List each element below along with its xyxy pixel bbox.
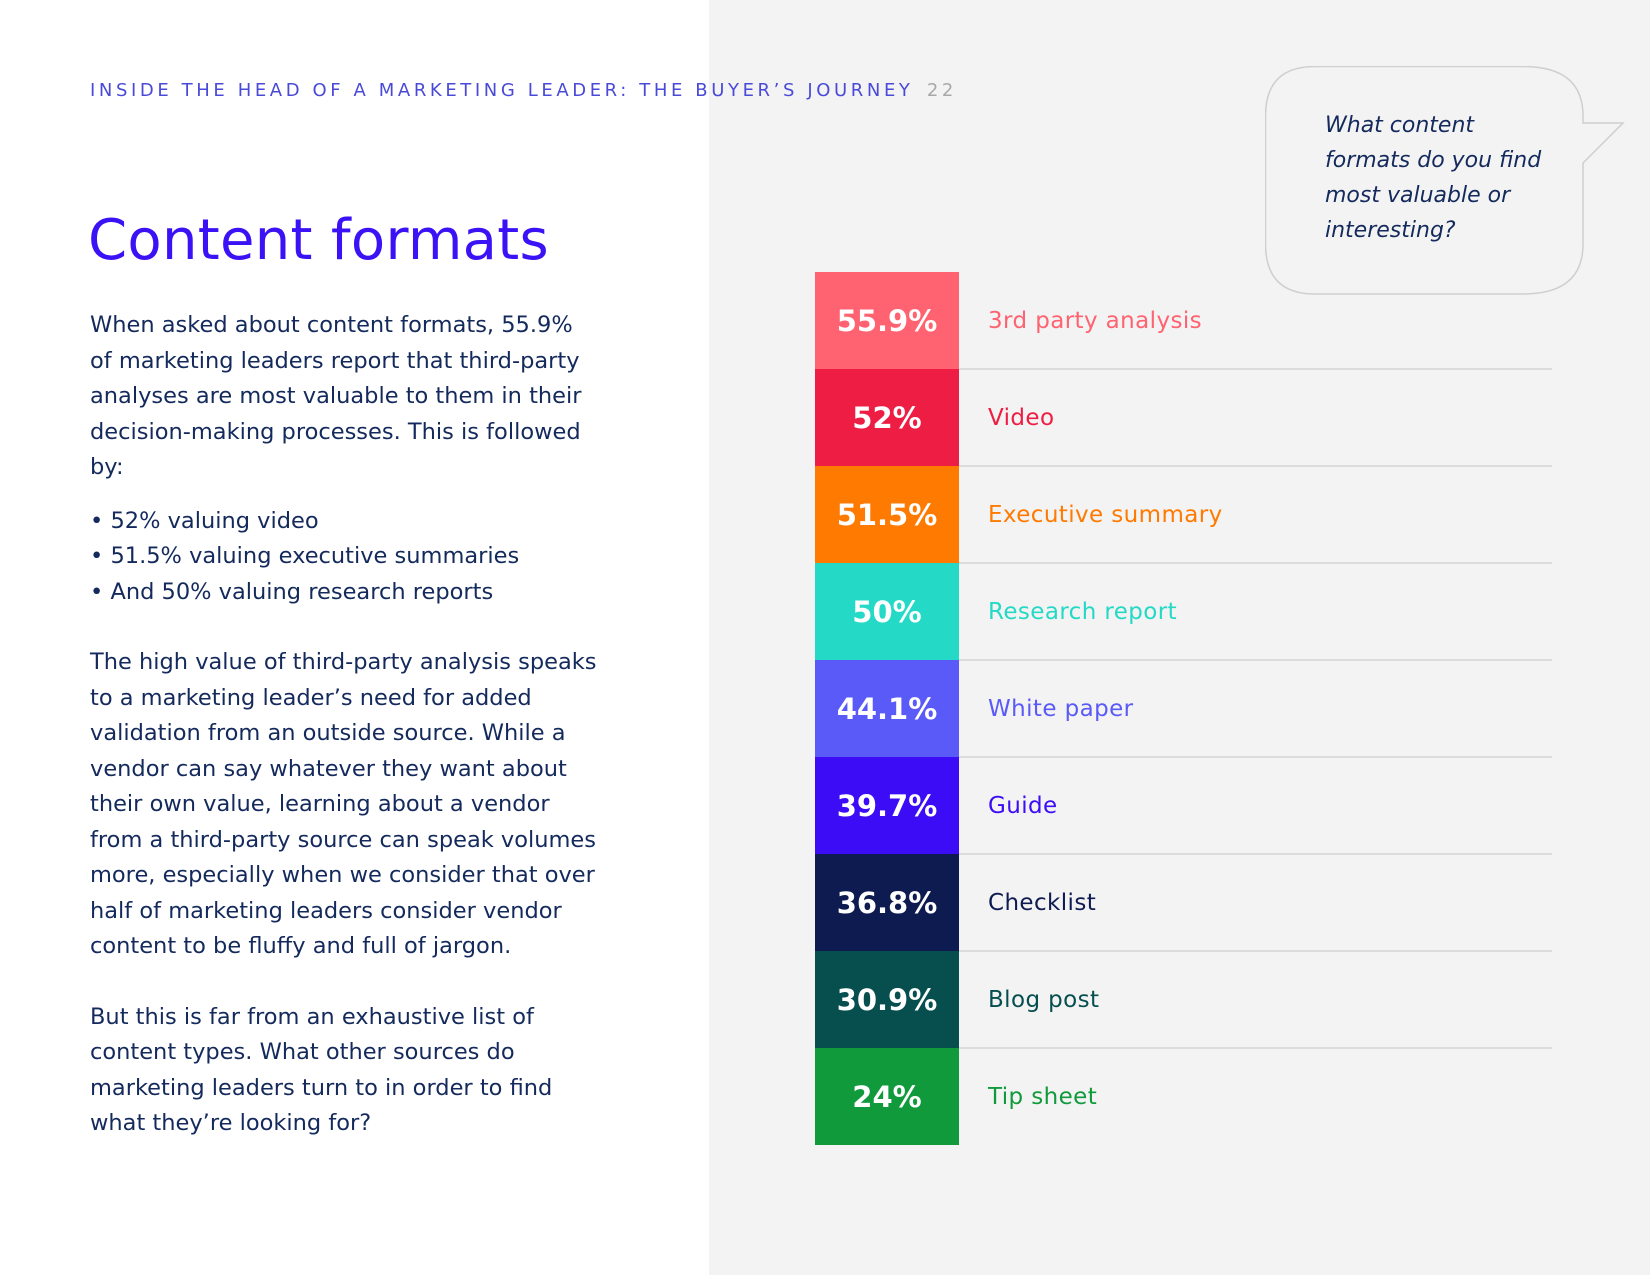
value-bar: 30.9% [815, 951, 959, 1048]
page-title: Content formats [88, 208, 550, 273]
chart-row [815, 272, 1552, 369]
list-item: • 52% valuing video [90, 504, 600, 540]
category-label: Guide [988, 792, 1058, 819]
analysis-paragraph: The high value of third-party analysis speaks to a marketing leader’s need for added validation from an outside source. While a vendor can say whatever they want about their own value, learning about a vendor from a third-party source can speak volumes more, especially when we consider that over half of marketing leaders consider vendor content to be fluffy and full of jargon. [90, 649, 597, 959]
chart-row [815, 563, 1552, 660]
value-bar: 44.1% [815, 660, 959, 757]
value-bar: 24% [815, 1048, 959, 1145]
chart-row [815, 1048, 1552, 1145]
closing-paragraph: But this is far from an exhaustive list of content types. What other sources do marketing leaders turn to in order to find what they’re looking for? [90, 1003, 553, 1136]
question-speech-bubble [1265, 66, 1583, 294]
value-bar: 51.5% [815, 466, 959, 563]
chart-row [815, 951, 1552, 1048]
value-bar: 52% [815, 369, 959, 466]
body-text [90, 308, 600, 1142]
category-label: Research report [988, 598, 1178, 625]
value-bar: 55.9% [815, 272, 959, 369]
running-header [90, 80, 957, 101]
chart-row [815, 660, 1552, 757]
category-label: 3rd party analysis [988, 307, 1203, 334]
intro-paragraph: When asked about content formats, 55.9% of marketing leaders report that third-party analyses are most valuable to them in their decision-making processes. This is followed by: [90, 312, 582, 480]
content-formats-chart [815, 272, 1552, 1148]
list-item: • 51.5% valuing executive summaries [90, 539, 600, 575]
survey-question: What content formats do you find most valuable or interesting? [1325, 113, 1542, 243]
category-label: Video [988, 404, 1055, 431]
list-item: • And 50% valuing research reports [90, 575, 600, 611]
value-bar: 36.8% [815, 854, 959, 951]
chart-row [815, 854, 1552, 951]
category-label: White paper [988, 695, 1134, 722]
category-label: Blog post [988, 986, 1100, 1013]
chart-row [815, 466, 1552, 563]
findings-list [90, 504, 600, 611]
running-title: INSIDE THE HEAD OF A MARKETING LEADER: THE BUYER’S JOURNEY [90, 80, 914, 101]
chart-row [815, 369, 1552, 466]
value-bar: 50% [815, 563, 959, 660]
category-label: Tip sheet [988, 1083, 1098, 1110]
chart-row [815, 757, 1552, 854]
category-label: Executive summary [988, 501, 1223, 528]
page-number: 22 [926, 80, 957, 101]
category-label: Checklist [988, 889, 1097, 916]
value-bar: 39.7% [815, 757, 959, 854]
